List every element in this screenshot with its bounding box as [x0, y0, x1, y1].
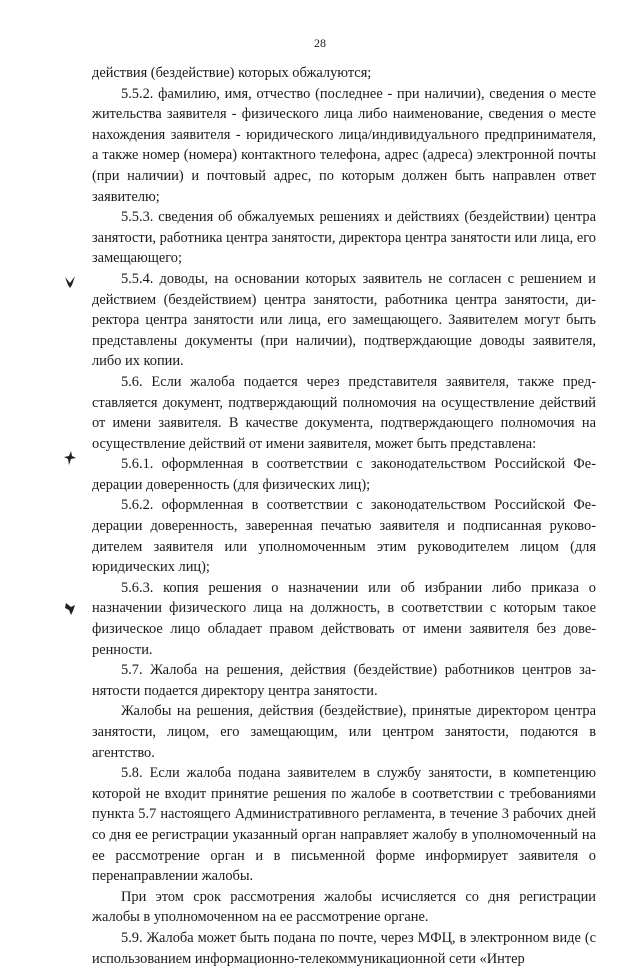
paragraph-5-8: 5.8. Если жалоба подана заявителем в службу занятости, в компетенцию которой не входит принятие решения по жалобе в соответствии с требованиями пункта 5.7 настоящего Административного регламента, в течение 3 рабочих дней со дня ее регистрации указанный орган направляет жалобу в уполномоченный на ее рассмотрение орган и в письменной форме информирует заявителя о перенаправлении жалобы. — [92, 765, 596, 885]
paragraph-5-5-2: 5.5.2. фамилию, имя, отчество (последнее - при наличии), сведения о месте жительства заявителя - физического лица либо наименование, сведения о месте нахождения заявителя - юридического лица/индивидуального предпринимателя, а также номер (номера) контактного телефона, адрес (адреса) электронной почты (при наличии) и почтовый адрес, по которым должен быть направлен ответ заявителю; — [92, 85, 596, 205]
paragraph-5-6: 5.6. Если жалоба подается через представителя заявителя, также представляется документ, подтверждающий полномочия на осуществление действий от имени заявителя. В качестве документа, подтверждающего полномочия на осуществление действий от имени заявителя, может быть представлена: — [92, 373, 596, 452]
page-number: 28 — [314, 36, 326, 50]
paragraph-continuation: действия (бездействие) которых обжалуются; — [92, 65, 372, 81]
paragraph-5-6-3: 5.6.3. копия решения о назначении или об избрании либо приказа о назначении физического лица на должность, в соответствии с которым такое физическое лицо обладает правом действовать от имени заявителя без доверенности. — [92, 579, 596, 658]
paragraph-5-8-term: При этом срок рассмотрения жалобы исчисляется со дня регистрации жалобы в уполномоченном на ее рассмотрение органе. — [92, 888, 596, 926]
paragraph-5-7-complaints: Жалобы на решения, действия (бездействие), принятые директором центра занятости, лицом, его замещающим, или центром занятости, подаются в агентство. — [92, 703, 596, 761]
body-text — [92, 63, 596, 969]
binding-hole-mark-icon — [63, 273, 77, 289]
paragraph-5-6-1: 5.6.1. оформленная в соответствии с законодательством Российской Федерации доверенность (для физических лиц); — [92, 456, 596, 493]
binding-hole-mark-icon — [63, 600, 77, 616]
paragraph-5-5-3: 5.5.3. сведения об обжалуемых решениях и действиях (бездействии) центра занятости, работника центра занятости, директора центра занятости или лица, его замещающего; — [92, 209, 596, 267]
paragraph-5-9: 5.9. Жалоба может быть подана по почте, через МФЦ, в электронном виде (с использованием информационно-телекоммуникационной сети «Интер — [92, 929, 596, 967]
paragraph-5-7: 5.7. Жалоба на решения, действия (бездействие) работников центров занятости подается директору центра занятости. — [92, 662, 596, 699]
paragraph-5-5-4: 5.5.4. доводы, на основании которых заявитель не согласен с решением и действием (бездействием) центра занятости, работника центра занятости, директора центра занятости или лица, его замещающего. Заявителем могут быть представлены документы (при наличии), подтверждающие доводы заявителя, либо их копии. — [92, 270, 596, 370]
binding-hole-mark-icon — [63, 450, 77, 466]
paragraph-5-6-2: 5.6.2. оформленная в соответствии с законодательством Российской Федерации доверенность, заверенная печатью заявителя и подписанная руководителем заявителя или уполномоченным этим руководителем лицом (для юридических лиц); — [92, 497, 596, 576]
